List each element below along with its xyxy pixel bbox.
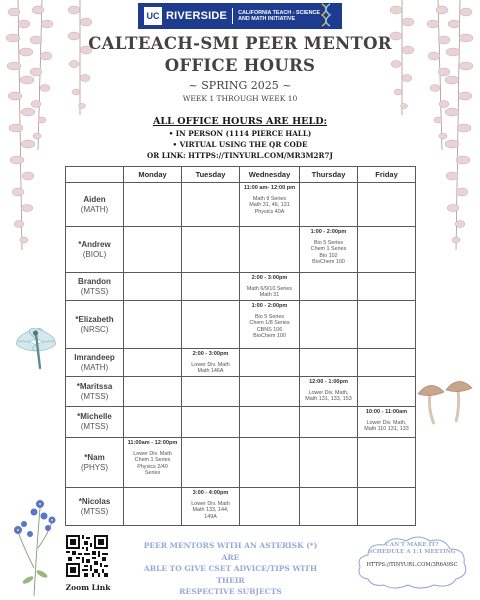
slot-course: Physics 2/40 [137,463,168,470]
dna-icon [318,3,334,27]
slot-wednesday [240,407,300,438]
mentor-cell [66,349,124,377]
asterisk-note-line-2: ABLE TO GIVE CSET ADVICE/TIPS WITH THEIR [143,564,318,585]
slot-friday [358,377,416,407]
mushrooms-icon [416,372,476,430]
slot-thursday [300,183,358,227]
cloud-message-line-2: SCHEDULE A 1:1 MEETING [368,549,456,555]
slot-wednesday [240,301,300,349]
held-heading: ALL OFFICE HOURS ARE HELD: [152,116,328,127]
asterisk-note [138,540,323,598]
slot-course: Math 6/9/10 Series [246,285,293,292]
program-line-2: AND MATH INITIATIVE [238,16,296,22]
day-header-monday: Monday [124,167,182,183]
slot-tuesday [182,438,240,488]
slot-time: 11:00am - 12:00pm [127,440,178,446]
slot-wednesday [240,488,300,526]
slot-course: BioChem 100 [312,259,345,266]
mentor-cell [66,488,124,526]
slot-monday [124,377,182,407]
table-row [66,349,416,377]
cloud-message [354,542,470,556]
dragonfly-icon [8,322,68,372]
slot-wednesday [240,349,300,377]
slot-course: Math 31 [259,292,280,299]
table-row [66,407,416,438]
slot-tuesday [182,301,240,349]
held-link: OR LINK: HTTPS://TINYURL.COM/MR3M2R7J [147,151,333,160]
slot-course: 149A [204,513,217,520]
mentor-cell [66,273,124,301]
slot-course: Lower Div. Math [191,361,230,368]
mentor-cell [66,377,124,407]
table-row [66,438,416,488]
slot-thursday [300,227,358,273]
slot-course: Lower Div. Math [191,500,230,507]
day-header-thursday: Thursday [300,167,358,183]
asterisk-note-line-1: PEER MENTORS WITH AN ASTERISK (*) ARE [143,541,318,562]
slot-time: 1:00 - 2:00pm [310,229,347,235]
slot-monday [124,349,182,377]
banner-divider [232,8,233,24]
slot-tuesday [182,227,240,273]
slot-friday [358,488,416,526]
slot-time: 3:00 - 4:00pm [192,490,229,496]
mentor-department: (MATH) [80,204,109,214]
program-line-1: CALIFORNIA TEACH - SCIENCE [238,9,320,16]
slot-tuesday [182,273,240,301]
cloud-message-line-1: CAN'T MAKE IT? [385,542,439,548]
asterisk-note-line-3: RESPECTIVE SUBJECTS [179,587,282,596]
slot-course: Bio 5 Series [254,313,285,320]
mentor-name: *Nam [84,452,105,462]
slot-course: Lower Div. Math, [366,419,407,426]
slot-friday [358,438,416,488]
slot-wednesday [240,438,300,488]
slot-course: Lower Div. Math [133,450,172,457]
page-title-line-2: OFFICE HOURS [164,56,316,75]
slot-course: Math 131, 133, 153 [305,396,352,403]
slot-thursday [300,488,358,526]
program-name [238,10,320,23]
mentor-name: *Michelle [77,412,112,421]
slot-tuesday [182,349,240,377]
slot-time: 2:00 - 3:00pm [251,275,288,281]
slot-tuesday [182,488,240,526]
slot-wednesday [240,227,300,273]
slot-thursday [300,377,358,407]
slot-time: 10:00 - 11:00am [365,409,408,415]
table-body [66,183,416,526]
held-virtual: • VIRTUAL USING THE QR CODE [172,140,308,149]
mentor-name: *Maritssa [76,381,113,391]
mentor-department: (BIOL) [82,249,107,259]
ucr-banner [138,3,342,29]
season-label: ~ SPRING 2025 ~ [188,79,292,92]
blue-flowers-icon [4,488,62,598]
slot-friday [358,301,416,349]
slot-monday [124,183,182,227]
slot-thursday [300,438,358,488]
slot-friday [358,349,416,377]
slot-time: 11:00 am- 12:00 pm [243,185,296,191]
table-row [66,183,416,227]
slot-course: Series [144,470,161,477]
slot-wednesday [240,183,300,227]
day-header-tuesday: Tuesday [182,167,240,183]
slot-course: Math 9 Series [252,195,287,202]
slot-friday [358,273,416,301]
mentor-name: *Andrew [78,239,111,249]
mentor-department: (MTSS) [80,506,109,516]
slot-time: 12:00 - 1:00pm [309,379,348,385]
slot-monday [124,488,182,526]
meeting-link[interactable]: HTTPS://TINYURL.COM/3R6A9SC [366,562,458,568]
slot-thursday [300,301,358,349]
slot-course: CBNS 106 [256,326,283,333]
slot-course: Chem 1/8 Series [249,320,290,327]
slot-wednesday [240,377,300,407]
mentor-cell [66,183,124,227]
slot-course: Math 110 131, 133 [364,426,409,433]
slot-course: Chem 1 Series [134,457,171,464]
table-row [66,301,416,349]
office-hours-table [65,166,416,526]
held-in-person: • IN PERSON (1114 PIERCE HALL) [168,129,312,138]
table-corner-cell [66,167,124,183]
ucr-logo-mark: UC [144,7,162,25]
mentor-department: (MATH) [80,362,109,372]
mentor-department: (MTSS) [80,286,109,296]
mentor-department: (MTSS) [80,422,109,431]
slot-friday [358,227,416,273]
table-row [66,273,416,301]
slot-friday [358,183,416,227]
slot-tuesday [182,183,240,227]
slot-friday [358,407,416,438]
page-title-line-1: CALTEACH-SMI PEER MENTOR [88,34,392,53]
table-header-row [66,167,416,183]
day-header-friday: Friday [358,167,416,183]
slot-time: 1:00 - 2:00pm [251,303,288,309]
slot-thursday [300,407,358,438]
slot-monday [124,438,182,488]
mentor-name: *Nicolas [78,496,111,506]
slot-monday [124,273,182,301]
slot-course: Bio 102 [319,252,338,259]
mentor-department: (PHYS) [80,462,109,472]
table-row [66,227,416,273]
slot-course: BioChem 100 [253,333,286,340]
mentor-cell [66,227,124,273]
slot-tuesday [182,377,240,407]
slot-course: Bio 5 Series [313,239,344,246]
slot-monday [124,301,182,349]
mentor-department: (MTSS) [80,391,109,401]
mentor-name: Aiden [83,194,106,204]
table-row [66,377,416,407]
slot-tuesday [182,407,240,438]
day-header-wednesday: Wednesday [240,167,300,183]
weeks-label: WEEK 1 THROUGH WEEK 10 [182,94,298,103]
zoom-link-label: Zoom Link [65,583,111,592]
slot-course: Chem 1 Series [310,246,347,253]
slot-course: Math 133, 144, [192,507,229,514]
slot-monday [124,227,182,273]
slot-time: 2:00 - 3:00pm [192,351,229,357]
mentor-name: Imrandeep [74,352,115,362]
mentor-department: (NRSC) [80,324,109,334]
slot-thursday [300,273,358,301]
slot-wednesday [240,273,300,301]
mentor-name: Brandon [78,276,111,286]
university-name: RIVERSIDE [166,10,228,22]
qr-code-icon[interactable] [66,533,108,579]
mentor-cell [66,407,124,438]
mentor-cell [66,438,124,488]
slot-course: Lower Div. Math, [308,389,349,396]
slot-course: Physics 40A [254,208,285,215]
slot-monday [124,407,182,438]
slot-thursday [300,349,358,377]
mentor-name: *Elizabeth [75,314,114,324]
mentor-cell [66,301,124,349]
table-row [66,488,416,526]
slot-course: Math 146A [197,368,224,375]
slot-course: Math 31, 46, 131 [249,202,290,209]
